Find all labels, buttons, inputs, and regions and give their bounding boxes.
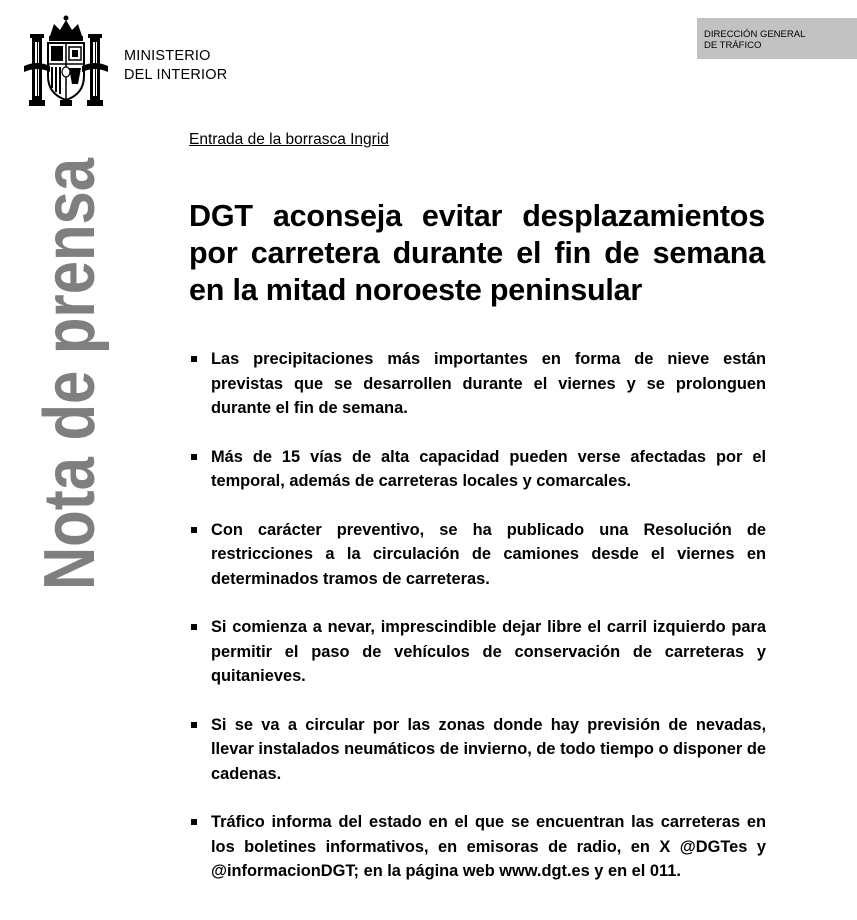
- bullet-item: [188, 518, 766, 592]
- headline: DGT aconseja evitar desplazamientos por carretera durante el fin de semana en la mitad noroeste peninsular: [189, 199, 765, 307]
- bullet-text: Más de 15 vías de alta capacidad pueden verse afectadas por el temporal, además de carreteras locales y comarcales.: [211, 447, 766, 490]
- bullet-item: [188, 347, 766, 421]
- bullet-square-icon: [191, 454, 197, 460]
- bullet-square-icon: [191, 819, 197, 825]
- bullet-square-icon: [191, 527, 197, 533]
- bullet-item: [188, 713, 766, 787]
- bullet-text: Con carácter preventivo, se ha publicado una Resolución de restricciones a la circulación de camiones desde el viernes en determinados tramos de carreteras.: [211, 520, 766, 588]
- ministry-line-2: DEL INTERIOR: [124, 67, 228, 83]
- bullet-text: Si se va a circular por las zonas donde hay previsión de nevadas, llevar instalados neumáticos de invierno, de todo tiempo o disponer de cadenas.: [211, 715, 766, 783]
- bullet-text: Las precipitaciones más importantes en forma de nieve están previstas que se desarrollen durante el viernes y se prolonguen durante el fin de semana.: [211, 350, 766, 417]
- bullet-item: [188, 615, 766, 689]
- bullet-text: Tráfico informa del estado en el que se encuentran las carreteras en los boletines informativos, en emisoras de radio, en X @DGTes y @informacionDGT; en la página web www.dgt.es y en el 011.: [211, 813, 766, 880]
- dgt-line-2: DE TRÁFICO: [704, 40, 762, 51]
- bullet-list: [188, 347, 766, 908]
- bullet-square-icon: [191, 356, 197, 362]
- bullet-item: [188, 810, 766, 884]
- bullet-item: [188, 445, 766, 494]
- bullet-square-icon: [191, 722, 197, 728]
- ministry-line-1: MINISTERIO: [124, 48, 211, 64]
- side-title: [30, 69, 110, 590]
- side-title-text: Nota de prensa: [30, 69, 110, 590]
- bullet-text: Si comienza a nevar, imprescindible dejar libre el carril izquierdo para permitir el paso de vehículos de conservación de carreteras y quitanieves.: [211, 618, 766, 685]
- dgt-line-1: DIRECCIÓN GENERAL: [704, 29, 806, 40]
- ministry-name: [124, 47, 227, 85]
- kicker: Entrada de la borrasca Ingrid: [189, 131, 389, 148]
- bullet-square-icon: [191, 624, 197, 630]
- dgt-label-box: [697, 18, 857, 59]
- coat-of-arms-logo: [20, 14, 112, 110]
